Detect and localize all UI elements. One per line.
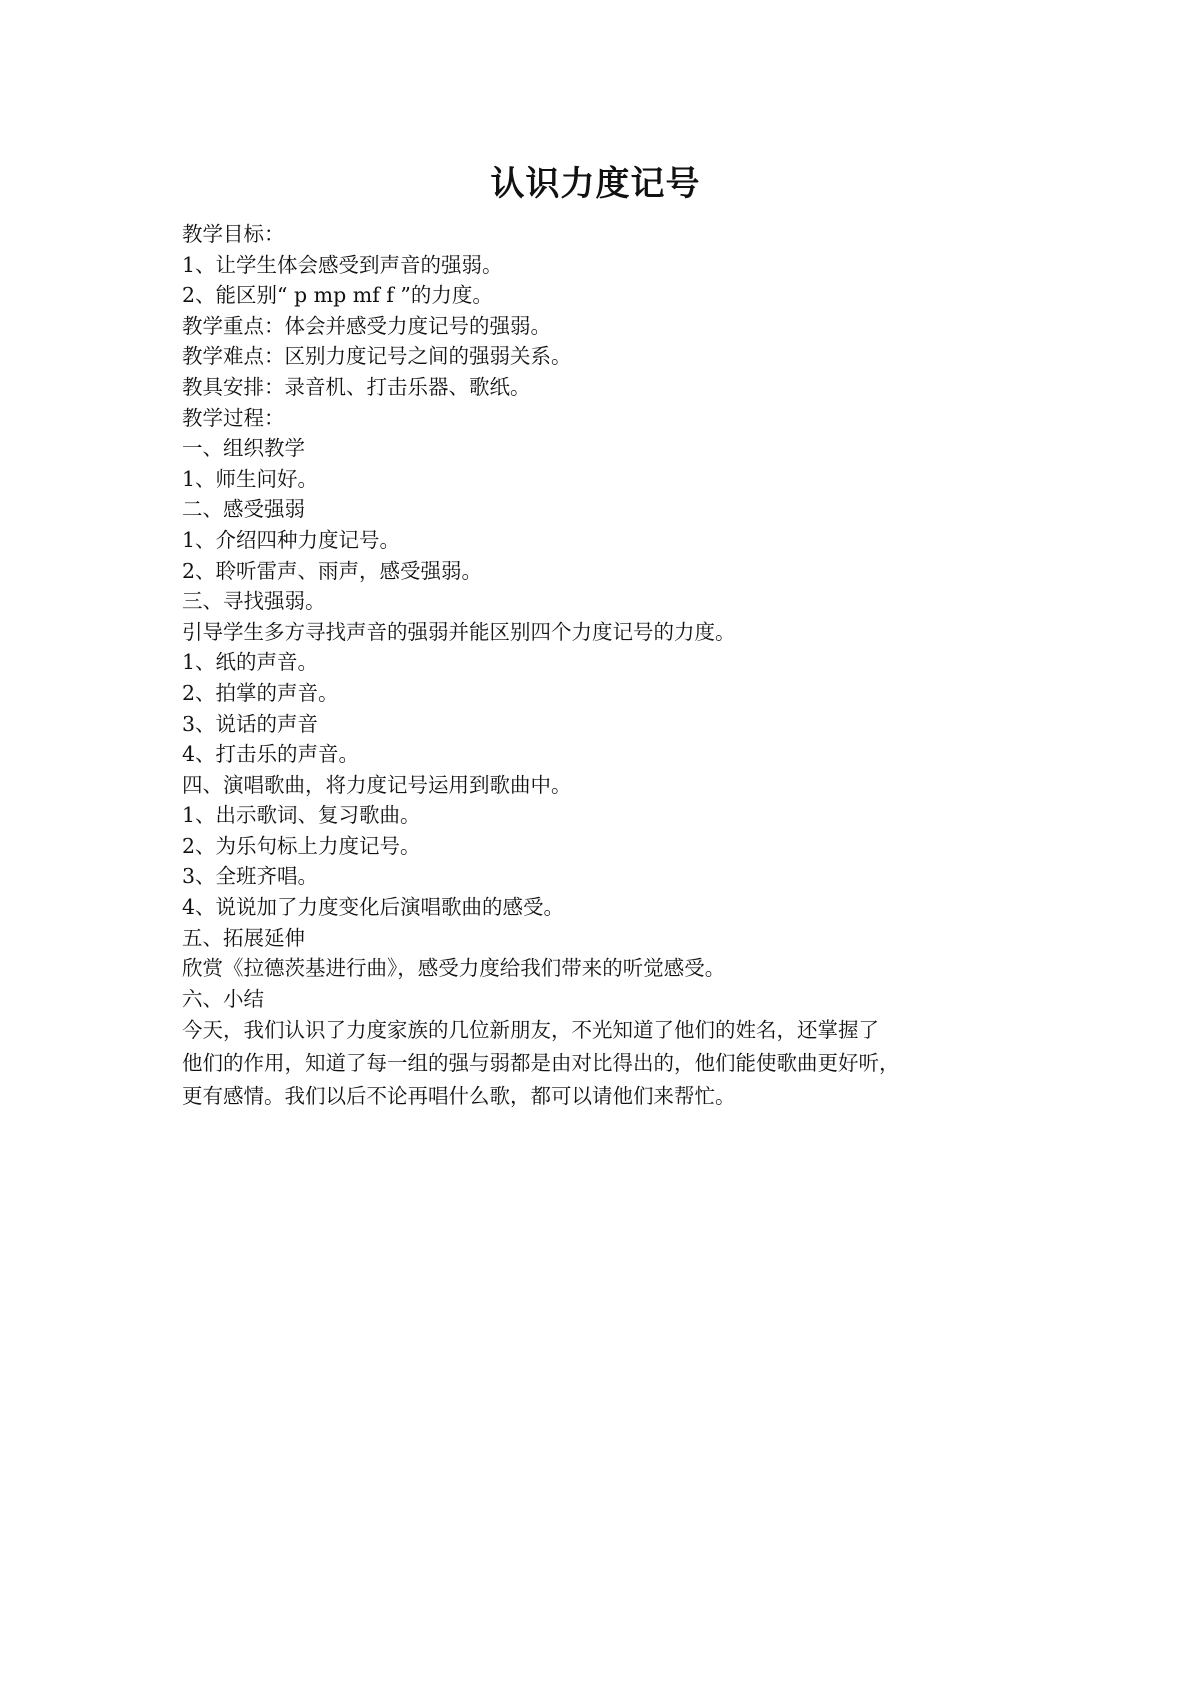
key-point-line: 教学重点：体会并感受力度记号的强弱。 <box>182 313 551 338</box>
objective-item: 2、能区别“ p mp mf f ”的力度。 <box>182 283 493 308</box>
document-body <box>182 219 1042 1113</box>
summary-paragraph <box>182 1014 1042 1113</box>
step-item: 2、拍掌的声音。 <box>182 680 339 705</box>
step-item: 1、出示歌词、复习歌曲。 <box>182 803 421 828</box>
step-heading: 三、寻找强弱。 <box>182 589 326 614</box>
step-description: 引导学生多方寻找声音的强弱并能区别四个力度记号的力度。 <box>182 619 736 644</box>
summary-line: 更有感情。我们以后不论再唱什么歌，都可以请他们来帮忙。 <box>182 1084 736 1109</box>
step-heading: 四、演唱歌曲，将力度记号运用到歌曲中。 <box>182 772 572 797</box>
step-heading: 一、组织教学 <box>182 436 305 461</box>
step-item: 1、纸的声音。 <box>182 650 319 675</box>
step-item: 3、说话的声音 <box>182 711 319 736</box>
document-title: 认识力度记号 <box>490 164 701 204</box>
step-heading: 六、小结 <box>182 986 264 1011</box>
section-heading-objectives: 教学目标： <box>182 222 285 246</box>
summary-line: 今天，我们认识了力度家族的几位新朋友，不光知道了他们的姓名，还掌握了 <box>182 1018 879 1043</box>
step-item: 2、为乐句标上力度记号。 <box>182 833 421 858</box>
materials-line: 教具安排：录音机、打击乐器、歌纸。 <box>182 374 531 399</box>
summary-line: 他们的作用，知道了每一组的强与弱都是由对比得出的，他们能使歌曲更好听， <box>182 1051 900 1076</box>
step-item: 4、打击乐的声音。 <box>182 742 360 767</box>
step-item: 1、介绍四种力度记号。 <box>182 527 401 552</box>
step-item: 3、全班齐唱。 <box>182 864 319 889</box>
step-description: 欣赏《拉德茨基进行曲》，感受力度给我们带来的听觉感受。 <box>182 956 726 981</box>
objective-item: 1、让学生体会感受到声音的强弱。 <box>182 252 503 277</box>
step-heading: 二、感受强弱 <box>182 497 305 522</box>
section-heading-process: 教学过程： <box>182 405 285 430</box>
step-item: 4、说说加了力度变化后演唱歌曲的感受。 <box>182 895 565 920</box>
step-item: 2、聆听雷声、雨声，感受强弱。 <box>182 558 483 583</box>
step-heading: 五、拓展延伸 <box>182 925 305 950</box>
step-item: 1、师生问好。 <box>182 466 319 491</box>
difficulty-line: 教学难点：区别力度记号之间的强弱关系。 <box>182 344 572 369</box>
